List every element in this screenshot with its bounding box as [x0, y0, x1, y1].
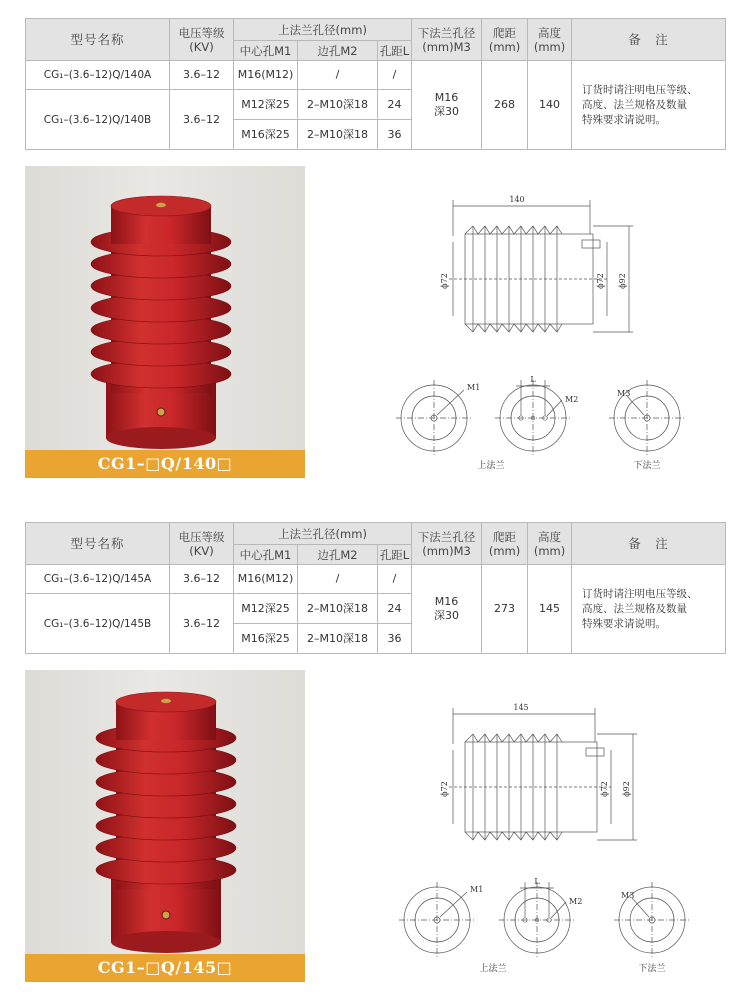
- center-hole-value: M12深25: [234, 594, 298, 624]
- model-name: CG₁–(3.6–12)Q/145A: [26, 565, 170, 594]
- lower-flange-value: M16 深30: [412, 565, 482, 654]
- side-hole-value: 2–M10深18: [298, 90, 378, 120]
- product-photo-panel: [25, 166, 305, 478]
- dim-length: 140: [509, 195, 525, 204]
- header-side-hole: 边孔M2: [298, 545, 378, 565]
- side-hole-value: /: [298, 565, 378, 594]
- caption-lower-flange: 下法兰: [638, 964, 666, 974]
- center-hole-value: M16深25: [234, 120, 298, 150]
- creepage-value: 268: [482, 61, 528, 150]
- side-hole-value: 2–M10深18: [298, 120, 378, 150]
- model-name: CG₁–(3.6–12)Q/140A: [26, 61, 170, 90]
- height-value: 140: [528, 61, 572, 150]
- header-height: 高度 (mm): [528, 523, 572, 565]
- creepage-value: 273: [482, 565, 528, 654]
- hole-distance-value: /: [378, 61, 412, 90]
- center-hole-value: M16深25: [234, 624, 298, 654]
- dim-inner-diameter-right: ϕ72: [600, 781, 609, 797]
- voltage-value: 3.6–12: [170, 565, 234, 594]
- table-row: [26, 565, 726, 594]
- voltage-value: 3.6–12: [170, 594, 234, 654]
- drawing-canvas: [307, 166, 725, 478]
- center-hole-value: M12深25: [234, 90, 298, 120]
- insulator-photo: [25, 166, 305, 478]
- voltage-value: 3.6–12: [170, 90, 234, 150]
- header-remarks: 备 注: [572, 523, 726, 565]
- side-hole-value: /: [298, 61, 378, 90]
- model-banner: CG1–□Q/140□: [25, 450, 305, 478]
- label-l: L: [530, 375, 536, 384]
- model-banner: CG1–□Q/145□: [25, 954, 305, 982]
- dim-length: 145: [513, 703, 529, 712]
- lower-flange-value: M16 深30: [412, 61, 482, 150]
- technical-drawing: [307, 670, 725, 982]
- label-m2: M2: [569, 897, 583, 906]
- dim-outer-diameter: ϕ92: [618, 273, 627, 289]
- header-lower-flange: 下法兰孔径 (mm)M3: [412, 19, 482, 61]
- header-height: 高度 (mm): [528, 19, 572, 61]
- caption-upper-flange: 上法兰: [479, 964, 507, 974]
- spec-table-145: [25, 522, 726, 654]
- center-hole-value: M16(M12): [234, 61, 298, 90]
- side-hole-value: 2–M10深18: [298, 594, 378, 624]
- header-lower-flange: 下法兰孔径 (mm)M3: [412, 523, 482, 565]
- header-model: 型号名称: [26, 523, 170, 565]
- header-voltage: 电压等级 (KV): [170, 19, 234, 61]
- header-center-hole: 中心孔M1: [234, 545, 298, 565]
- table-row: [26, 61, 726, 90]
- center-hole-value: M16(M12): [234, 565, 298, 594]
- header-creepage: 爬距 (mm): [482, 19, 528, 61]
- label-m2: M2: [565, 395, 579, 404]
- hole-distance-value: /: [378, 565, 412, 594]
- dim-outer-diameter: ϕ92: [622, 781, 631, 797]
- voltage-value: 3.6–12: [170, 61, 234, 90]
- caption-lower-flange: 下法兰: [633, 461, 661, 471]
- product-photo-panel: [25, 670, 305, 982]
- spec-table-140: [25, 18, 726, 150]
- model-name: CG₁–(3.6–12)Q/145B: [26, 594, 170, 654]
- header-model: 型号名称: [26, 19, 170, 61]
- technical-drawing: [307, 166, 725, 478]
- header-center-hole: 中心孔M1: [234, 41, 298, 61]
- label-m1: M1: [470, 885, 484, 894]
- side-hole-value: 2–M10深18: [298, 624, 378, 654]
- dim-inner-diameter-left: ϕ72: [440, 781, 449, 797]
- remarks-note: 订货时请注明电压等级、 高度、法兰规格及数量 特殊要求请说明。: [572, 565, 726, 654]
- hole-distance-value: 24: [378, 594, 412, 624]
- dim-inner-diameter-left: ϕ72: [440, 273, 449, 289]
- header-hole-distance: 孔距L: [378, 41, 412, 61]
- header-voltage: 电压等级 (KV): [170, 523, 234, 565]
- header-side-hole: 边孔M2: [298, 41, 378, 61]
- hole-distance-value: 36: [378, 120, 412, 150]
- height-value: 145: [528, 565, 572, 654]
- insulator-photo: [25, 670, 305, 982]
- hole-distance-value: 24: [378, 90, 412, 120]
- header-upper-flange: 上法兰孔径(mm): [234, 523, 412, 545]
- hole-distance-value: 36: [378, 624, 412, 654]
- remarks-note: 订货时请注明电压等级、 高度、法兰规格及数量 特殊要求请说明。: [572, 61, 726, 150]
- label-m3: M3: [621, 891, 635, 900]
- label-m1: M1: [467, 383, 481, 392]
- header-upper-flange: 上法兰孔径(mm): [234, 19, 412, 41]
- label-m3: M3: [617, 389, 631, 398]
- header-creepage: 爬距 (mm): [482, 523, 528, 565]
- caption-upper-flange: 上法兰: [477, 461, 505, 471]
- label-l: L: [534, 877, 540, 886]
- header-hole-distance: 孔距L: [378, 545, 412, 565]
- header-remarks: 备 注: [572, 19, 726, 61]
- dim-inner-diameter-right: ϕ72: [596, 273, 605, 289]
- drawing-canvas: [307, 670, 725, 982]
- model-name: CG₁–(3.6–12)Q/140B: [26, 90, 170, 150]
